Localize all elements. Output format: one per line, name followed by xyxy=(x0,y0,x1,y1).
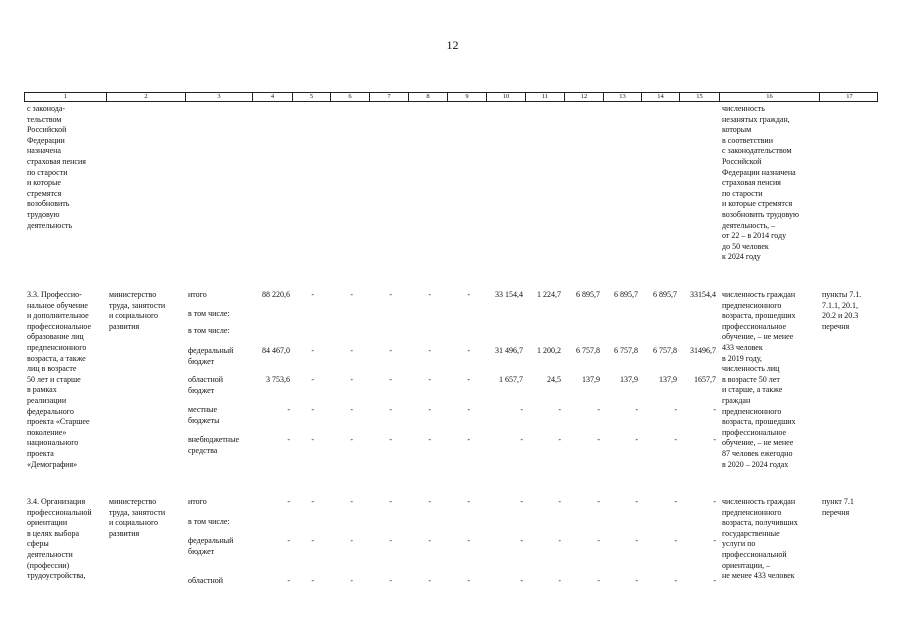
column-header-14: 14 xyxy=(642,93,680,101)
row-3-3-label-1: в том числе: xyxy=(188,309,230,318)
row-3-4-0-c15: - xyxy=(713,497,716,506)
row-3-3-3-c13: 6 757,8 xyxy=(614,346,638,355)
row-3-4-3-c14: - xyxy=(674,576,677,585)
row-3-3-6-c4: - xyxy=(287,435,290,444)
column-header-4: 4 xyxy=(253,93,293,101)
row-3-3-6-c8: - xyxy=(428,435,431,444)
column-header-12: 12 xyxy=(565,93,604,101)
row-3-4-title: 3.4. Организация профессиональной ориентации в целях выбора сферы деятельности (профессии) трудоустройства, xyxy=(27,497,92,581)
row-3-4-3-c13: - xyxy=(635,576,638,585)
row-3-4-2-c10: - xyxy=(520,536,523,545)
row-3-3-4-c5: - xyxy=(311,375,314,384)
cont-col16-text: численность незанятых граждан, которым в соответствии с законодательством Российской Федерации назначена страховая пенсия по старости и которые стремятся возобновить трудовую деятельность, – от 22 – в 2014 году до 50 человек к 2024 году xyxy=(722,104,799,262)
row-3-4-3-c4: - xyxy=(287,576,290,585)
row-3-3-0-c6: - xyxy=(350,290,353,299)
row-3-3-label-6: внебюджетные средства xyxy=(188,435,239,455)
row-3-3-3-c4: 84 467,0 xyxy=(262,346,290,355)
row-3-3-0-c4: 88 220,6 xyxy=(262,290,290,299)
row-3-4-label-1: в том числе: xyxy=(188,517,230,526)
row-3-4-2-c12: - xyxy=(597,536,600,545)
row-3-3-6-c10: - xyxy=(520,435,523,444)
row-3-3-3-c6: - xyxy=(350,346,353,355)
row-3-3-0-c8: - xyxy=(428,290,431,299)
column-header-9: 9 xyxy=(448,93,487,101)
row-3-4-2-c7: - xyxy=(389,536,392,545)
row-3-3-3-c10: 31 496,7 xyxy=(495,346,523,355)
row-3-4-reference: пункт 7.1 перечня xyxy=(822,497,854,517)
row-3-4-label-2: федеральный бюджет xyxy=(188,536,234,556)
row-3-3-4-c13: 137,9 xyxy=(620,375,638,384)
table-header-row xyxy=(24,92,878,102)
row-3-3-label-3: федеральный бюджет xyxy=(188,346,234,366)
row-3-4-2-c5: - xyxy=(311,536,314,545)
row-3-3-4-c14: 137,9 xyxy=(659,375,677,384)
row-3-3-0-c13: 6 895,7 xyxy=(614,290,638,299)
row-3-4-0-c8: - xyxy=(428,497,431,506)
row-3-3-6-c12: - xyxy=(597,435,600,444)
row-3-4-3-c11: - xyxy=(558,576,561,585)
row-3-3-4-c4: 3 753,6 xyxy=(266,375,290,384)
row-3-3-5-c10: - xyxy=(520,405,523,414)
row-3-3-0-c14: 6 895,7 xyxy=(653,290,677,299)
row-3-4-2-c6: - xyxy=(350,536,353,545)
row-3-3-0-c15: 33154,4 xyxy=(690,290,716,299)
row-3-3-3-c7: - xyxy=(389,346,392,355)
row-3-3-3-c14: 6 757,8 xyxy=(653,346,677,355)
row-3-3-3-c9: - xyxy=(467,346,470,355)
row-3-3-3-c8: - xyxy=(428,346,431,355)
row-3-4-3-c5: - xyxy=(311,576,314,585)
row-3-3-4-c10: 1 657,7 xyxy=(499,375,523,384)
row-3-3-3-c15: 31496,7 xyxy=(690,346,716,355)
column-header-8: 8 xyxy=(409,93,448,101)
row-3-3-0-c9: - xyxy=(467,290,470,299)
row-3-4-executor: министерство труда, занятости и социального развития xyxy=(109,497,166,538)
column-header-5: 5 xyxy=(293,93,331,101)
row-3-3-5-c8: - xyxy=(428,405,431,414)
row-3-4-0-c7: - xyxy=(389,497,392,506)
row-3-3-0-c11: 1 224,7 xyxy=(537,290,561,299)
row-3-3-5-c11: - xyxy=(558,405,561,414)
row-3-4-2-c13: - xyxy=(635,536,638,545)
row-3-4-0-c12: - xyxy=(597,497,600,506)
row-3-3-3-c11: 1 200,2 xyxy=(537,346,561,355)
row-3-4-label-3: областной xyxy=(188,576,224,585)
row-3-3-title: 3.3. Профессио- нальное обучение и дополнительное профессиональное образование лиц предпенсионного возраста, а также лиц в возрасте 50 лет и старше в рамках реализации федерального проекта «Старшее поколение» национального проекта «Демография» xyxy=(27,290,92,469)
page-number: 12 xyxy=(446,38,459,52)
row-3-3-label-0: итого xyxy=(188,290,207,299)
row-3-3-6-c13: - xyxy=(635,435,638,444)
row-3-3-4-c11: 24,5 xyxy=(547,375,561,384)
row-3-3-6-c11: - xyxy=(558,435,561,444)
row-3-4-2-c11: - xyxy=(558,536,561,545)
row-3-3-5-c6: - xyxy=(350,405,353,414)
row-3-4-0-c14: - xyxy=(674,497,677,506)
row-3-3-4-c8: - xyxy=(428,375,431,384)
row-3-3-0-c7: - xyxy=(389,290,392,299)
row-3-3-executor: министерство труда, занятости и социального развития xyxy=(109,290,166,331)
row-3-3-5-c12: - xyxy=(597,405,600,414)
row-3-3-4-c15: 1657,7 xyxy=(694,375,716,384)
row-3-3-0-c5: - xyxy=(311,290,314,299)
row-3-4-2-c4: - xyxy=(287,536,290,545)
row-3-3-6-c14: - xyxy=(674,435,677,444)
row-3-3-label-2: в том числе: xyxy=(188,326,230,335)
row-3-3-4-c6: - xyxy=(350,375,353,384)
row-3-3-5-c7: - xyxy=(389,405,392,414)
row-3-3-4-c9: - xyxy=(467,375,470,384)
row-3-4-0-c4: - xyxy=(287,497,290,506)
row-3-3-6-c9: - xyxy=(467,435,470,444)
row-3-3-6-c7: - xyxy=(389,435,392,444)
column-header-17: 17 xyxy=(846,93,853,100)
row-3-4-0-c11: - xyxy=(558,497,561,506)
row-3-3-indicator: численность граждан предпенсионного возраста, прошедших профессиональное обучение, – не менее 433 человек в 2019 году, численность лиц в возрасте 50 лет и старше, а также граждан предпенсионного возраста, прошедших профессиональное обучение, – не менее 87 человек ежегодно в 2020 – 2024 годах xyxy=(722,290,796,469)
column-header-15: 15 xyxy=(680,93,720,101)
column-header-10: 10 xyxy=(487,93,526,101)
row-3-4-3-c12: - xyxy=(597,576,600,585)
row-3-3-0-c10: 33 154,4 xyxy=(495,290,523,299)
row-3-3-5-c13: - xyxy=(635,405,638,414)
row-3-4-3-c8: - xyxy=(428,576,431,585)
row-3-4-2-c9: - xyxy=(467,536,470,545)
column-header-7: 7 xyxy=(370,93,409,101)
column-header-1: 1 xyxy=(25,93,107,101)
row-3-3-5-c9: - xyxy=(467,405,470,414)
row-3-4-0-c5: - xyxy=(311,497,314,506)
row-3-4-0-c9: - xyxy=(467,497,470,506)
row-3-4-0-c6: - xyxy=(350,497,353,506)
row-3-3-0-c12: 6 895,7 xyxy=(576,290,600,299)
row-3-4-2-c15: - xyxy=(713,536,716,545)
row-3-4-indicator: численность граждан предпенсионного возраста, получивших государственные услуги по профессиональной ориентации, – не менее 433 человек xyxy=(722,497,798,581)
row-3-3-3-c12: 6 757,8 xyxy=(576,346,600,355)
row-3-3-6-c5: - xyxy=(311,435,314,444)
column-header-11: 11 xyxy=(526,93,565,101)
column-header-3: 3 xyxy=(186,93,253,101)
column-header-2: 2 xyxy=(107,93,186,101)
column-header-6: 6 xyxy=(331,93,370,101)
row-3-4-0-c13: - xyxy=(635,497,638,506)
row-3-3-5-c15: - xyxy=(713,405,716,414)
row-3-4-0-c10: - xyxy=(520,497,523,506)
row-3-4-3-c6: - xyxy=(350,576,353,585)
row-3-3-label-5: местные бюджеты xyxy=(188,405,220,425)
row-3-3-4-c7: - xyxy=(389,375,392,384)
row-3-3-label-4: областной бюджет xyxy=(188,375,224,395)
row-3-3-4-c12: 137,9 xyxy=(582,375,600,384)
row-3-3-6-c15: - xyxy=(713,435,716,444)
column-header-16: 16 xyxy=(720,93,820,101)
row-3-4-3-c7: - xyxy=(389,576,392,585)
cont-col1-text: с законода- тельством Российской Федерации назначена страховая пенсия по старости и которые стремятся возобновить трудовую деятельность xyxy=(27,104,86,230)
row-3-3-6-c6: - xyxy=(350,435,353,444)
row-3-4-3-c9: - xyxy=(467,576,470,585)
row-3-4-2-c14: - xyxy=(674,536,677,545)
row-3-4-2-c8: - xyxy=(428,536,431,545)
row-3-3-3-c5: - xyxy=(311,346,314,355)
row-3-3-5-c4: - xyxy=(287,405,290,414)
row-3-4-label-0: итого xyxy=(188,497,207,506)
row-3-4-3-c15: - xyxy=(713,576,716,585)
row-3-4-3-c10: - xyxy=(520,576,523,585)
row-3-3-5-c14: - xyxy=(674,405,677,414)
row-3-3-reference: пункты 7.1. 7.1.1, 20.1, 20.2 и 20.3 перечня xyxy=(822,290,862,331)
column-header-13: 13 xyxy=(604,93,642,101)
row-3-3-5-c5: - xyxy=(311,405,314,414)
